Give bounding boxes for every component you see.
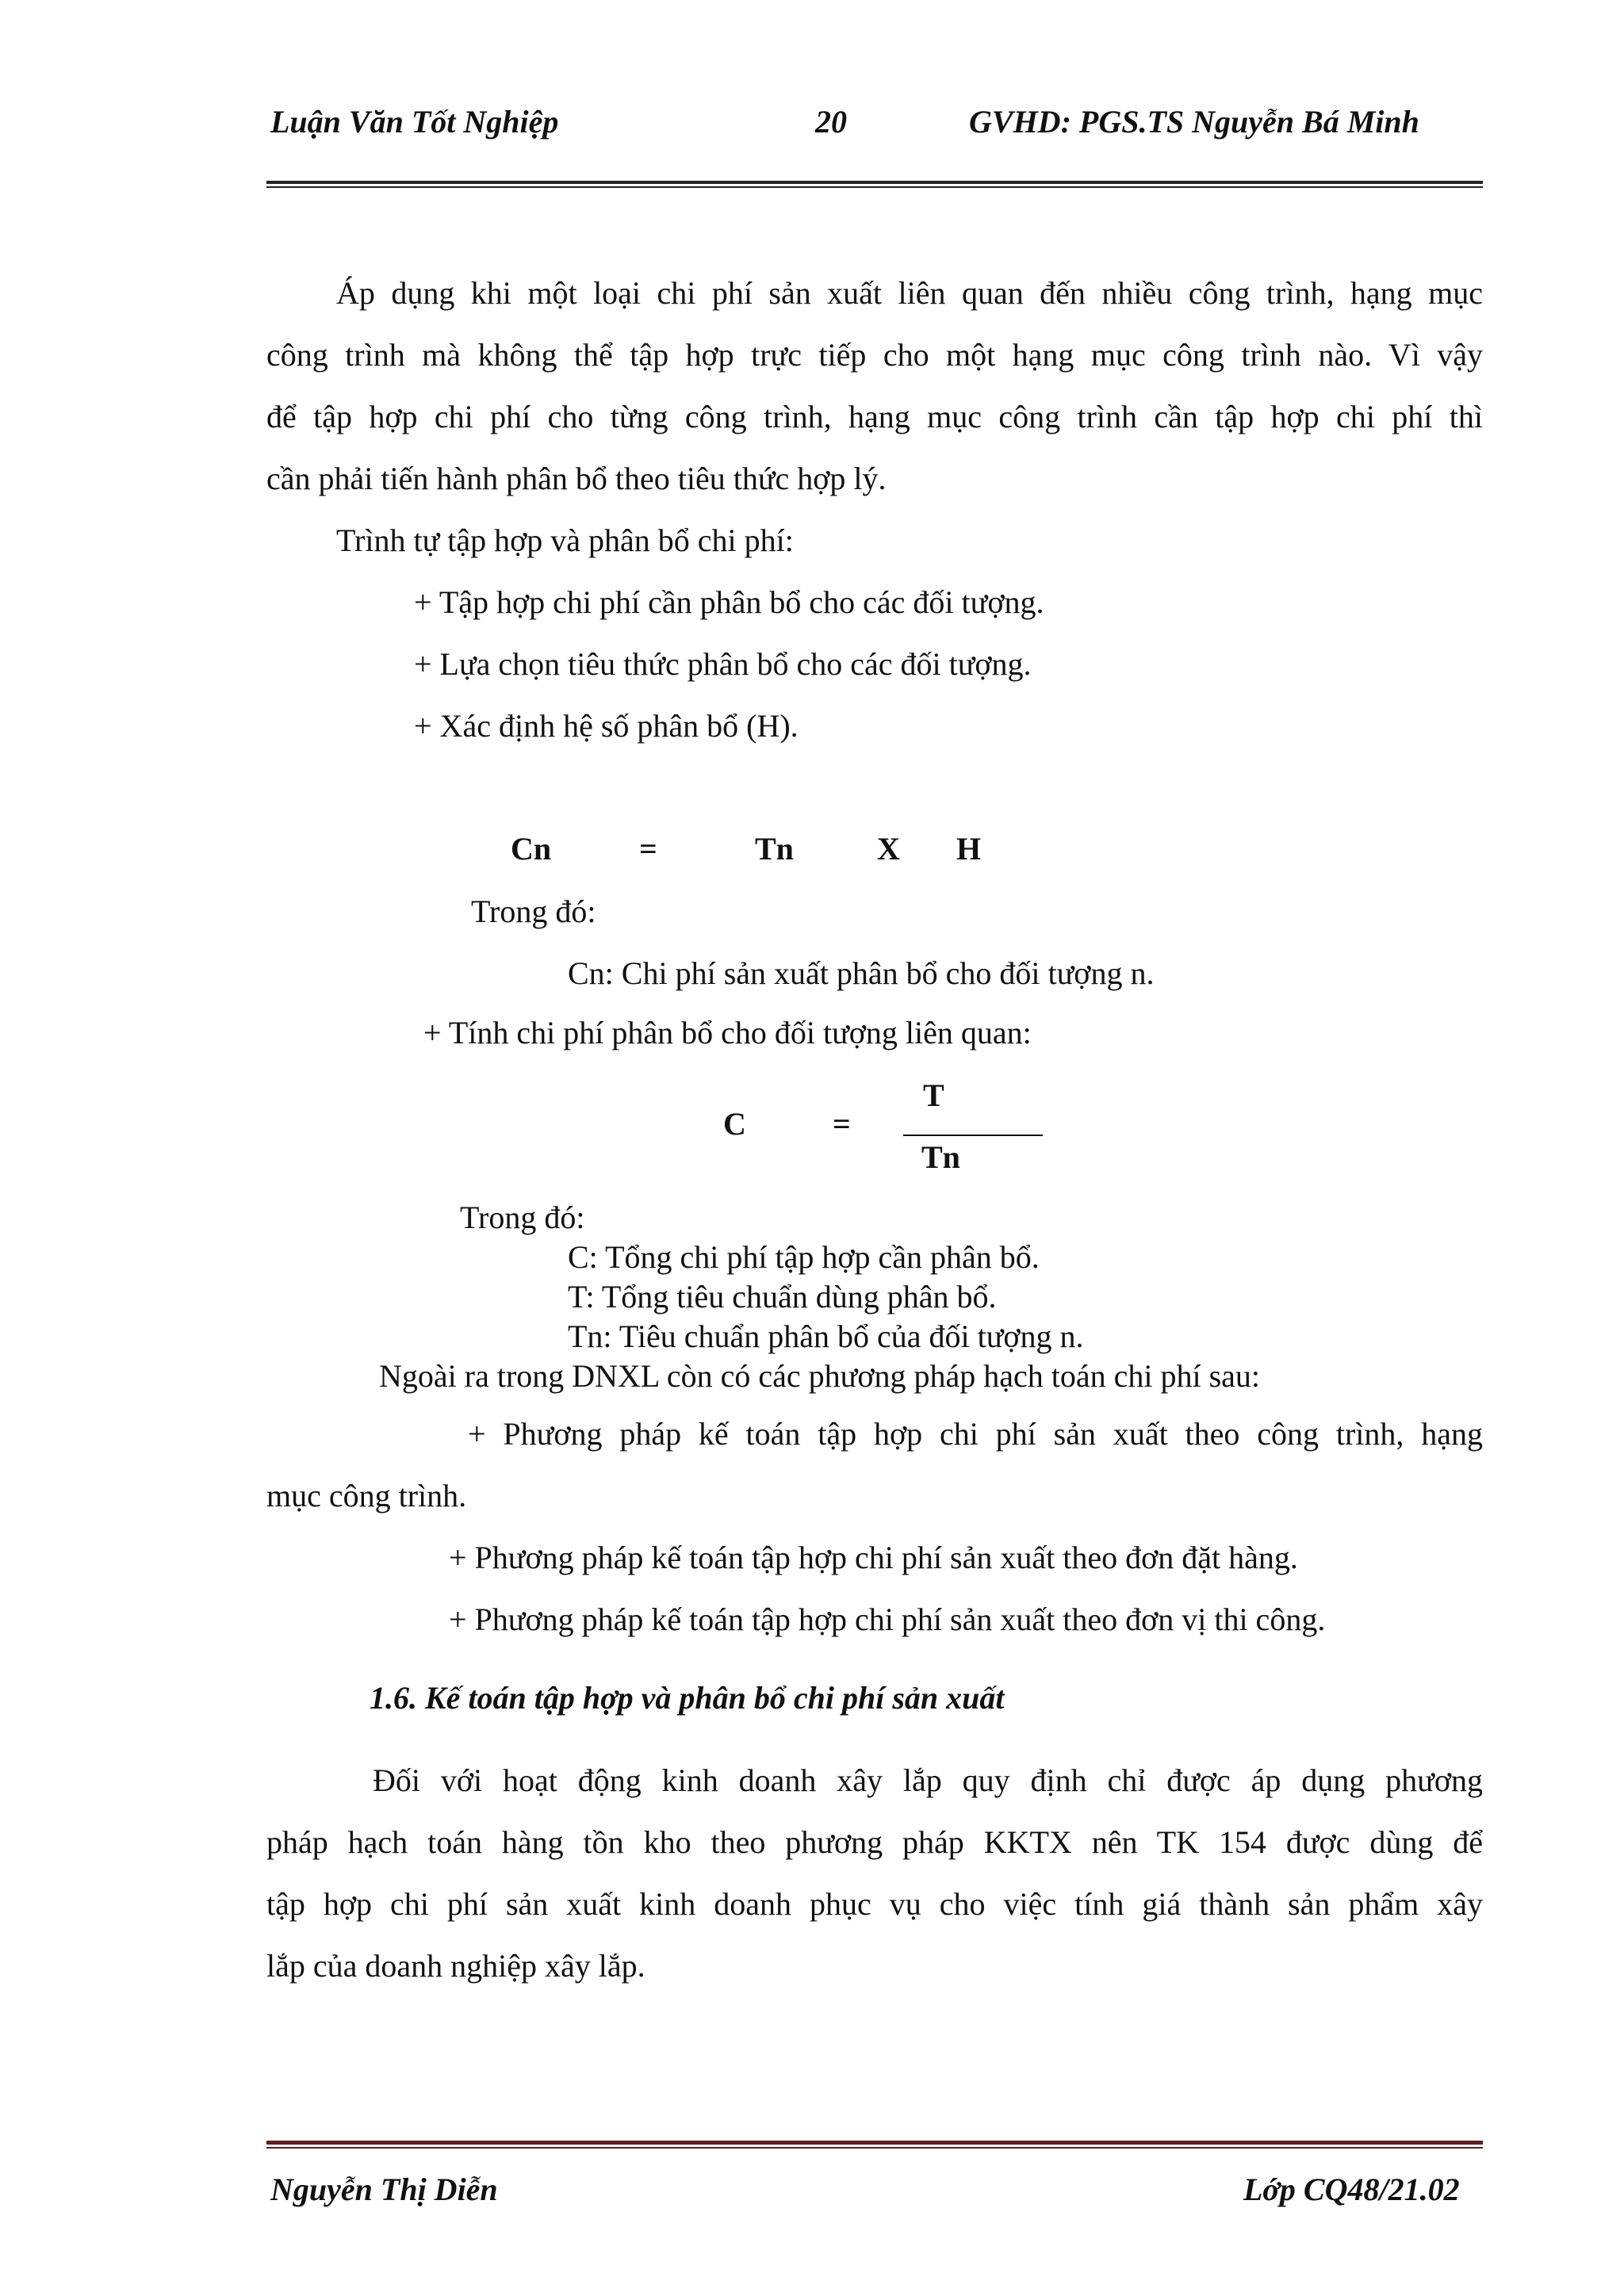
page-number: 20	[815, 104, 847, 140]
formula2-equals: =	[833, 1106, 851, 1142]
fraction-bar	[903, 1135, 1043, 1136]
where-item: Cn: Chi phí sản xuất phân bổ cho đối tượng n.	[568, 955, 1155, 991]
header-rule	[266, 181, 1483, 188]
formula1-term-b: H	[956, 831, 982, 867]
sequence-item: + Lựa chọn tiêu thức phân bổ cho các đối tượng.	[414, 646, 1032, 682]
fraction-numerator: T	[923, 1077, 944, 1113]
footer-author: Nguyễn Thị Diễn	[270, 2172, 498, 2207]
formula1-equals: =	[639, 831, 657, 867]
para1-line-1: Áp dụng khi một loại chi phí sản xuất liên quan đến nhiều công trình, hạng mục	[336, 275, 1483, 311]
para2-line-1: Đối với hoạt động kinh doanh xây lắp quy định chỉ được áp dụng phương	[373, 1762, 1483, 1798]
para1-line-3: để tập hợp chi phí cho từng công trình, hạng mục công trình cần tập hợp chi phí thì	[266, 399, 1483, 434]
method-item-continued: mục công trình.	[266, 1478, 467, 1513]
where-label: Trong đó:	[471, 894, 596, 929]
formula1-lhs: Cn	[511, 831, 552, 867]
header-advisor: GVHD: PGS.TS Nguyễn Bá Minh	[969, 104, 1419, 140]
footer-rule	[266, 2141, 1483, 2149]
para2-line-4: lắp của doanh nghiệp xây lắp.	[266, 1948, 645, 1984]
where-item: T: Tổng tiêu chuẩn dùng phân bổ.	[568, 1279, 997, 1314]
method-item: + Phương pháp kế toán tập hợp chi phí sản xuất theo công trình, hạng	[468, 1416, 1483, 1452]
para1-line-2: công trình mà không thể tập hợp trực tiếp cho một hạng mục công trình nào. Vì vậy	[266, 337, 1483, 373]
other-methods-intro: Ngoài ra trong DNXL còn có các phương pháp hạch toán chi phí sau:	[379, 1358, 1261, 1394]
sequence-item: + Xác định hệ số phân bổ (H).	[414, 708, 799, 744]
calc-line: + Tính chi phí phân bổ cho đối tượng liên quan:	[423, 1015, 1032, 1050]
fraction-denominator: Tn	[921, 1139, 960, 1175]
sequence-item: + Tập hợp chi phí cần phân bổ cho các đối tượng.	[414, 584, 1044, 620]
para1-line-4: cần phải tiến hành phân bổ theo tiêu thức hợp lý.	[266, 461, 887, 496]
where-label: Trong đó:	[460, 1200, 585, 1235]
where-item: Tn: Tiêu chuẩn phân bổ của đối tượng n.	[568, 1318, 1084, 1354]
para2-line-2: pháp hạch toán hàng tồn kho theo phương pháp KKTX nên TK 154 được dùng để	[266, 1824, 1483, 1860]
formula2-lhs: C	[723, 1106, 746, 1142]
para2-line-3: tập hợp chi phí sản xuất kinh doanh phục vụ cho việc tính giá thành sản phẩm xây	[266, 1886, 1483, 1922]
sequence-title: Trình tự tập hợp và phân bổ chi phí:	[336, 522, 794, 558]
footer-class: Lớp CQ48/21.02	[1243, 2172, 1460, 2207]
method-item: + Phương pháp kế toán tập hợp chi phí sản xuất theo đơn đặt hàng.	[449, 1540, 1298, 1575]
header-title: Luận Văn Tốt Nghiệp	[270, 104, 559, 140]
section-heading: 1.6. Kế toán tập hợp và phân bổ chi phí sản xuất	[370, 1680, 1005, 1716]
where-item: C: Tổng chi phí tập hợp cần phân bổ.	[568, 1239, 1040, 1275]
formula1-term-a: Tn	[755, 831, 794, 867]
method-item: + Phương pháp kế toán tập hợp chi phí sản xuất theo đơn vị thi công.	[449, 1601, 1326, 1637]
formula1-operator: X	[877, 831, 900, 867]
